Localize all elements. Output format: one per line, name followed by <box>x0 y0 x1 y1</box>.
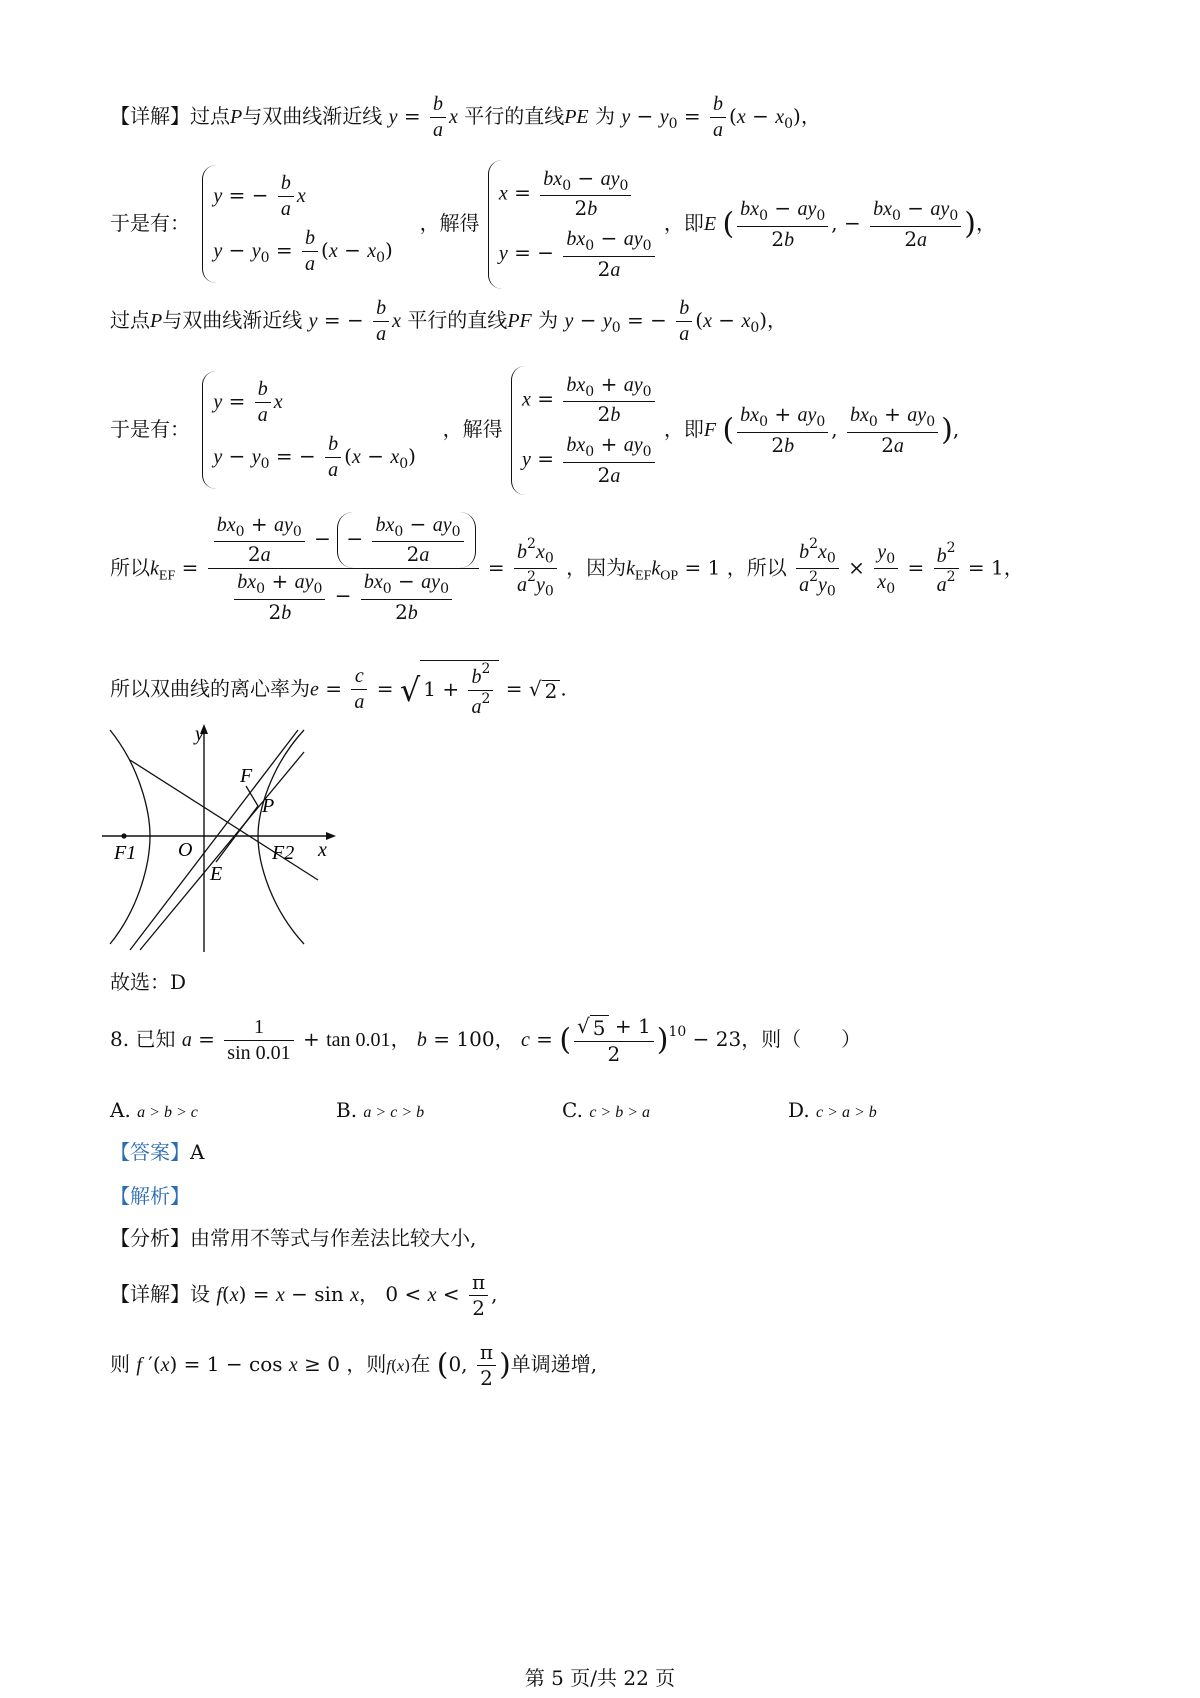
detail-line-3: 过点P与双曲线渐近线 y = − $\frac{b}{a}$ x 平行的直线PF 为 $y - y_0$ = − $\frac{b}{a}$ $(x - x_0)$， <box>110 297 788 345</box>
fig-F1-label: F1 <box>114 842 137 864</box>
option-b[interactable]: B. a > c > b <box>336 1098 425 1122</box>
slope-line: 所以$k_{EF}$ = $\frac{bx_0 + ay_0}{2a}$ − − $\frac{bx_0 - ay_0}{2a}$ $\frac{bx_0 + ay_0}{2b}$ − $\frac{bx_0 - ay_0}{2b}$ = $\frac{b^2x_0}{a^2y_0}$ ，因为$k_{EF}k_{OP} = 1$ ，所以 $\frac{b^2x_0}{a^2y_0}$ × $\frac{y_0}{x_0}$ = $\frac{b^2}{a^2}$ = 1， <box>110 512 1024 624</box>
derivative-line: 则 f ′(x) = 1 − cos x ≥ 0 ，则f(x)在 (0, $\frac{\pi}{2}$ )单调递增, <box>110 1340 598 1390</box>
fig-y-label: y <box>195 723 204 745</box>
hyperbola-figure <box>100 722 350 958</box>
page-footer: 第 5 页/共 22 页 <box>524 1666 676 1690</box>
eccentricity-line: 所以双曲线的离心率为e = $\frac{c}{a}$ = √ 1 + $\frac{b^2}{a^2}$ = √ 2 . <box>110 661 567 718</box>
solution-brace: x = $\frac{bx_0 - ay_0}{2b}$ y = − $\frac{bx_0 - ay_0}{2a}$ <box>488 160 658 289</box>
question-8: 8. 已知 a = $\frac{1}{\sin 0.01}$ + tan 0.01， b = 100， c = ( $\frac{√ 5 + 1}{2}$ )$^{10}$ − 23，则（ ） <box>110 1014 862 1066</box>
system-brace: y = − $\frac{b}{a}$ x $y - y_0$ = $\frac{b}{a}$ $(x - x_0)$ <box>202 165 392 283</box>
analysis-tag: 【解析】 <box>110 1184 190 1208</box>
system-brace-2: y = $\frac{b}{a}$ x $y - y_0$ = − $\frac{b}{a}$ $(x - x_0)$ <box>202 371 416 489</box>
big-fraction: $\frac{bx_0 + ay_0}{2a}$ − − $\frac{bx_0 - ay_0}{2a}$ $\frac{bx_0 + ay_0}{2b}$ − $\frac{bx_0 - ay_0}{2b}$ <box>208 512 479 626</box>
analysis-line: 【分析】由常用不等式与作差法比较大小, <box>110 1226 477 1250</box>
detail-2-line: 【详解】设 f(x) = x − sin x， 0 < x < $\frac{\pi}{2}$ , <box>110 1270 498 1320</box>
choice-line: 故选：D <box>110 970 187 994</box>
fig-P-label: P <box>262 795 275 817</box>
option-d[interactable]: D. c > a > b <box>788 1098 877 1122</box>
detail-line-1: 【详解】过点P与双曲线渐近线 y = $\frac{b}{a}$ x 平行的直线PE 为 $y - y_0$ = $\frac{b}{a}$ $(x - x_0)$， <box>110 93 821 141</box>
fig-F2-label: F2 <box>272 842 295 864</box>
option-c[interactable]: C. c > b > a <box>562 1098 651 1122</box>
answer-line <box>110 1142 204 1162</box>
answer-tag: 【答案】 <box>110 1140 190 1164</box>
fraction: $\frac{b}{a}$ <box>430 92 446 143</box>
solution-brace-2: x = $\frac{bx_0 + ay_0}{2b}$ y = $\frac{bx_0 + ay_0}{2a}$ <box>511 366 657 495</box>
system-2-line: 于是有： y = $\frac{b}{a}$ x $y - y_0$ = − $\frac{b}{a}$ $(x - x_0)$ ，解得 x = $\frac{bx_0 + ay_0}{2b}$ y = $\frac{bx_0 + ay_0}{2a}$ ，即F ( $\frac{bx_0 + ay_0}{2b}$ , $\frac{bx_0 + ay_0}{2a}$ ), <box>110 366 959 495</box>
fig-x-label: x <box>318 839 327 861</box>
fig-O-label: O <box>178 839 193 861</box>
answer-value: A <box>190 1140 205 1164</box>
system-1-line: 于是有： y = − $\frac{b}{a}$ x $y - y_0$ = $\frac{b}{a}$ $(x - x_0)$ ，解得 x = $\frac{bx_0 - ay_0}{2b}$ y = − $\frac{bx_0 - ay_0}{2a}$ ，即E ( $\frac{bx_0 - ay_0}{2b}$ , − $\frac{bx_0 - ay_0}{2a}$ )， <box>110 160 996 289</box>
option-a[interactable]: A. a > b > c <box>110 1098 198 1122</box>
fig-F-label: F <box>240 765 253 787</box>
fig-E-label: E <box>210 863 223 885</box>
